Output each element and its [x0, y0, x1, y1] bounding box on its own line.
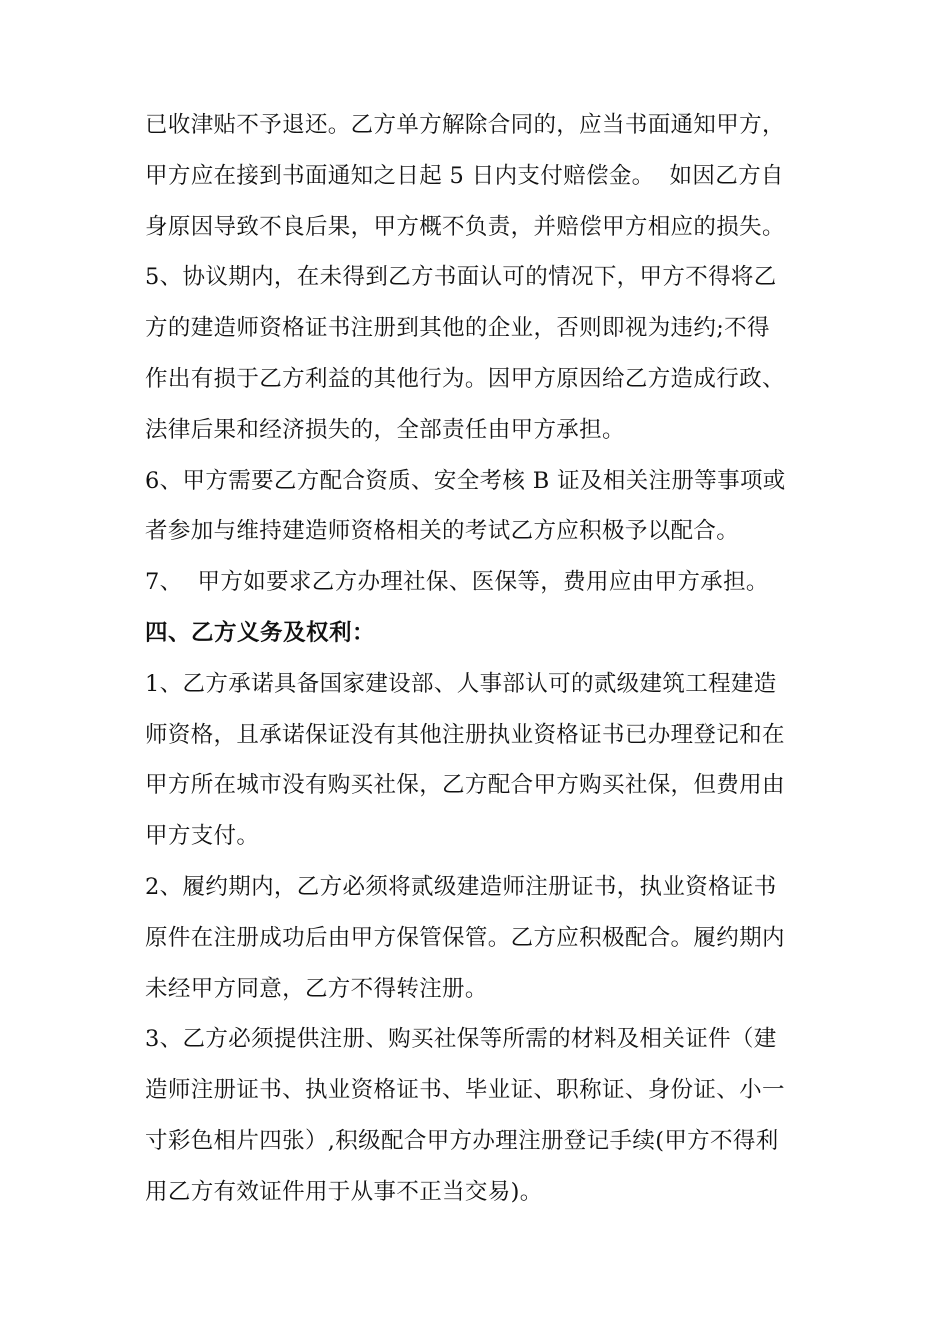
paragraph-line: 已收津贴不予退还。乙方单方解除合同的，应当书面通知甲方， — [145, 112, 785, 138]
clause-3-line: 造师注册证书、执业资格证书、毕业证、职称证、身份证、小一 — [145, 1077, 785, 1104]
clause-5-line: 方的建造师资格证书注册到其他的企业，否则即视为违约;不得 — [145, 315, 770, 342]
paragraph-line: 甲方应在接到书面通知之日起 5 日内支付赔偿金。 如因乙方自 — [145, 162, 784, 189]
clause-2-line: 2、履约期内，乙方必须将贰级建造师注册证书，执业资格证书 — [145, 873, 777, 900]
clause-6-line: 6、甲方需要乙方配合资质、安全考核 B 证及相关注册等事项或 — [145, 467, 786, 494]
clause-3-line: 用乙方有效证件用于从事不正当交易)。 — [145, 1178, 543, 1205]
clause-1-line: 师资格，且承诺保证没有其他注册执业资格证书已办理登记和在 — [145, 721, 785, 748]
clause-2-line: 未经甲方同意，乙方不得转注册。 — [145, 975, 488, 1002]
clause-1-line: 甲方所在城市没有购买社保，乙方配合甲方购买社保，但费用由 — [145, 772, 785, 799]
clause-6-line: 者参加与维持建造师资格相关的考试乙方应积极予以配合。 — [145, 518, 740, 545]
clause-1-line: 1、乙方承诺具备国家建设部、人事部认可的贰级建筑工程建造 — [145, 670, 777, 697]
clause-3-line: 寸彩色相片四张）,积级配合甲方办理注册登记手续(甲方不得利 — [145, 1127, 779, 1154]
document-body — [145, 100, 845, 1218]
clause-5-line: 作出有损于乙方利益的其他行为。因甲方原因给乙方造成行政、 — [145, 365, 785, 392]
clause-5-line: 5、协议期内，在未得到乙方书面认可的情况下，甲方不得将乙 — [145, 264, 777, 291]
clause-7-line: 7、 甲方如要求乙方办理社保、医保等，费用应由甲方承担。 — [145, 569, 769, 596]
clause-2-line: 原件在注册成功后由甲方保管保管。乙方应积极配合。履约期内 — [145, 924, 785, 951]
section-heading: 四、乙方义务及权利： — [145, 619, 376, 646]
paragraph-line: 身原因导致不良后果，甲方概不负责，并赔偿甲方相应的损失。 — [145, 213, 785, 240]
clause-5-line: 法律后果和经济损失的，全部责任由甲方承担。 — [145, 416, 625, 443]
clause-3-line: 3、乙方必须提供注册、购买社保等所需的材料及相关证件（建 — [145, 1026, 777, 1053]
clause-1-line: 甲方支付。 — [145, 823, 260, 850]
